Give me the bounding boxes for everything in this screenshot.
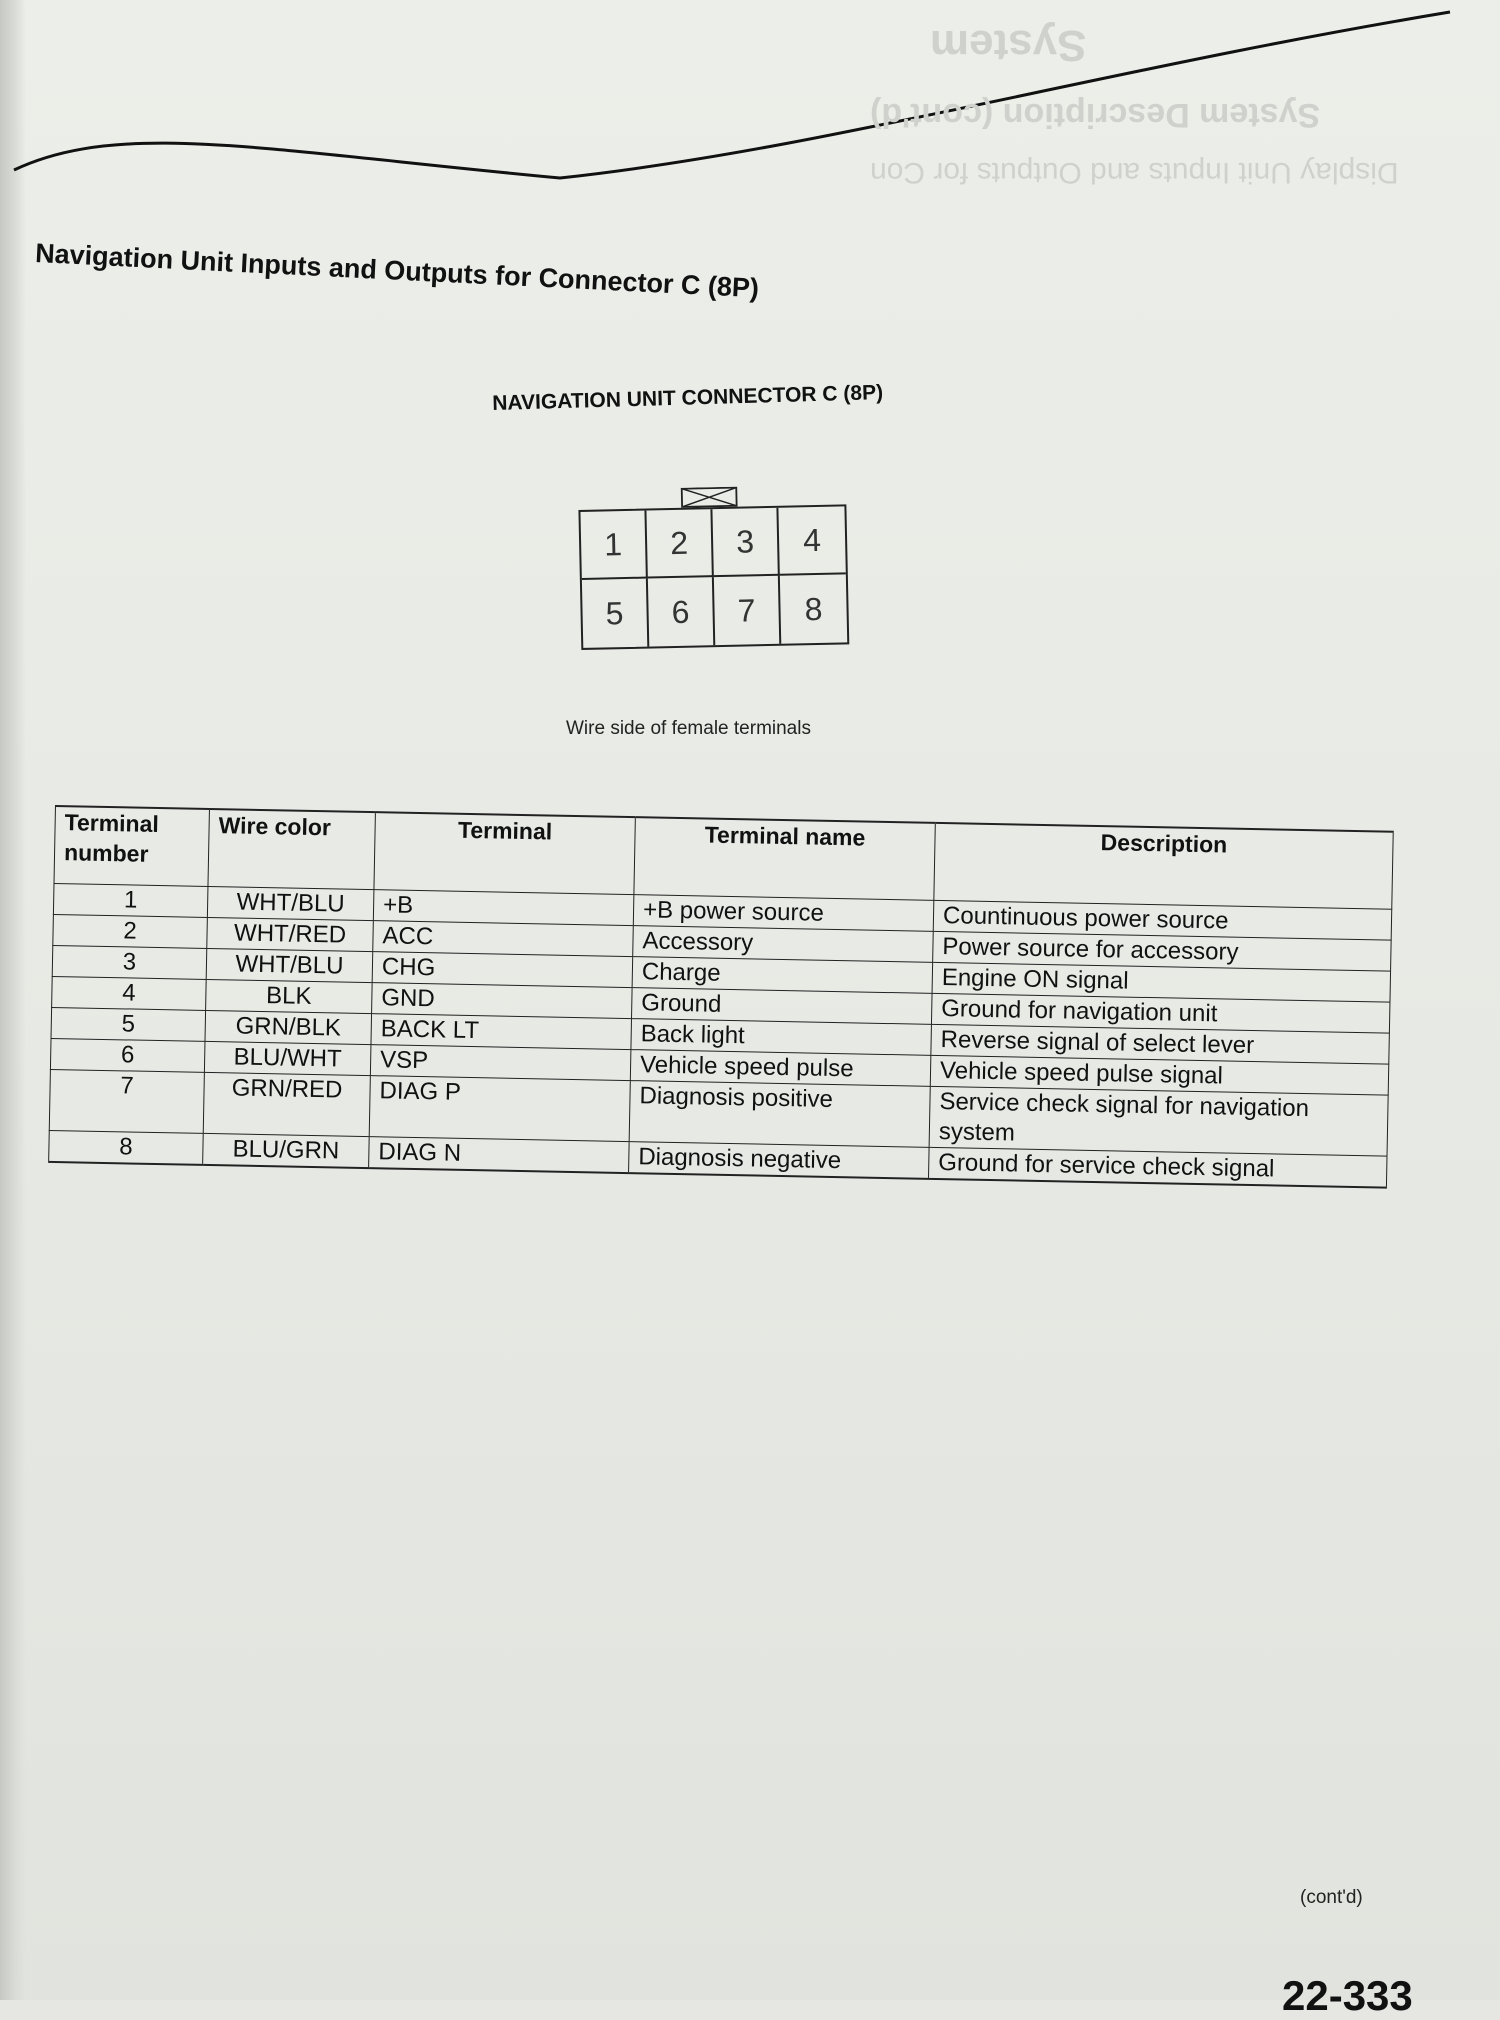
connector-pin-grid — [578, 504, 849, 650]
cell-terminal-number: 3 — [52, 945, 207, 979]
cell-description: Countinuous power source — [933, 900, 1392, 940]
section-title: Navigation Unit Inputs and Outputs for Connector C (8P) — [34, 238, 760, 304]
cell-wire-color: WHT/BLU — [207, 886, 374, 920]
cell-terminal-name: Accessory — [633, 926, 934, 963]
cell-terminal: ACC — [373, 921, 634, 957]
connector-lock-tab-icon — [678, 487, 740, 508]
cell-wire-color: WHT/RED — [207, 917, 374, 951]
connector-caption: Wire side of female terminals — [566, 718, 811, 739]
cell-terminal-name: Diagnosis positive — [629, 1081, 930, 1148]
header-wire-color: Wire color — [208, 809, 375, 890]
cell-terminal: +B — [373, 890, 634, 926]
cell-description: Power source for accessory — [933, 931, 1392, 971]
cell-wire-color: GRN/RED — [203, 1072, 370, 1136]
cell-wire-color: BLK — [206, 979, 373, 1013]
cell-terminal-name: Diagnosis negative — [629, 1142, 930, 1179]
cell-description: Service check signal for navigation system — [929, 1086, 1388, 1156]
cell-wire-color: BLU/GRN — [203, 1133, 370, 1168]
cell-wire-color: GRN/BLK — [205, 1010, 372, 1044]
binding-shadow — [0, 0, 26, 2000]
cell-terminal-number: 1 — [53, 883, 208, 917]
cell-description: Ground for service check signal — [928, 1147, 1387, 1187]
cell-description: Reverse signal of select lever — [931, 1024, 1390, 1064]
cell-terminal: GND — [372, 983, 633, 1019]
cell-terminal-number: 4 — [52, 976, 207, 1010]
header-terminal-number: Terminal number — [54, 806, 209, 886]
cell-description: Engine ON signal — [932, 962, 1391, 1002]
continued-label: (cont'd) — [1300, 1887, 1363, 1908]
cell-terminal: DIAG N — [369, 1137, 630, 1173]
cell-terminal: BACK LT — [371, 1014, 632, 1050]
cell-terminal-number: 8 — [49, 1130, 204, 1164]
cell-wire-color: BLU/WHT — [204, 1041, 371, 1075]
cell-terminal-number: 7 — [49, 1069, 204, 1133]
pin-2: 2 — [646, 509, 713, 578]
cell-terminal-number: 5 — [51, 1007, 206, 1041]
cell-terminal: CHG — [372, 952, 633, 988]
pin-7: 7 — [714, 576, 781, 645]
cell-terminal-name: Charge — [632, 957, 933, 994]
header-terminal: Terminal — [374, 812, 635, 894]
page-number: 22-333 — [1282, 1972, 1413, 2019]
cell-terminal-name: Vehicle speed pulse — [630, 1050, 931, 1087]
io-table — [48, 805, 1394, 1189]
ghost-text-description: System Description (cont'd) — [870, 96, 1321, 134]
ghost-text-system: System — [930, 21, 1087, 70]
pin-5: 5 — [582, 579, 649, 648]
pin-4: 4 — [778, 506, 845, 575]
pin-6: 6 — [648, 577, 715, 646]
io-table-container — [48, 805, 1393, 1189]
pin-3: 3 — [712, 508, 779, 577]
cell-description: Vehicle speed pulse signal — [930, 1055, 1389, 1095]
cell-terminal-number: 6 — [50, 1038, 205, 1072]
cell-wire-color: WHT/BLU — [206, 948, 373, 982]
cell-terminal: VSP — [370, 1045, 631, 1081]
cell-terminal-name: Back light — [631, 1019, 932, 1056]
pin-8: 8 — [804, 590, 823, 627]
cell-terminal-name: Ground — [632, 988, 933, 1025]
ghost-text-display-unit: Display Unit Inputs and Outputs for Con — [870, 156, 1399, 189]
cell-description: Ground for navigation unit — [931, 993, 1390, 1033]
header-description: Description — [934, 823, 1393, 909]
cell-terminal: DIAG P — [369, 1076, 630, 1142]
header-terminal-name: Terminal name — [634, 817, 935, 900]
cell-terminal-name: +B power source — [633, 895, 934, 932]
connector-title: NAVIGATION UNIT CONNECTOR C (8P) — [492, 381, 884, 415]
cell-terminal-number: 2 — [53, 914, 208, 948]
pin-1: 1 — [580, 511, 647, 580]
